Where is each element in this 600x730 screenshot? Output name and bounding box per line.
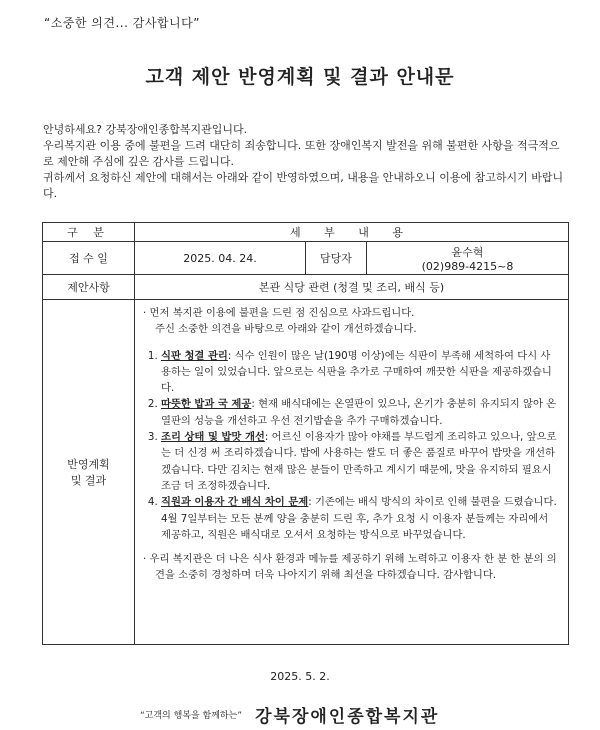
header-category: 구 분 xyxy=(43,223,135,242)
item-title: 식판 청결 관리 xyxy=(161,349,228,362)
item-title: 조리 상태 및 밥맛 개선 xyxy=(161,431,265,444)
manager-phone: (02)989-4215~8 xyxy=(421,259,514,273)
item-title: 직원과 이용자 간 배식 차이 문제 xyxy=(161,496,309,509)
footer-slogan: “고객의 행복을 함께하는” xyxy=(140,711,242,721)
proposal-label: 제안사항 xyxy=(43,275,135,300)
proposal-text: 본관 식당 관련 (청결 및 조리, 배식 등) xyxy=(135,275,569,300)
organization-name: 강북장애인종합복지관 xyxy=(255,707,440,727)
list-item xyxy=(161,494,560,543)
result-table xyxy=(42,222,569,645)
manager-name: 윤수혁 xyxy=(451,245,484,259)
intro-notice: 귀하께서 요청하신 제안에 대해서는 아래와 같이 반영하였으며, 내용을 안내하오니 이용에 참고하시기 바랍니다. xyxy=(43,171,564,200)
receipt-date: 2025. 04. 24. xyxy=(135,242,306,275)
manager-cell xyxy=(367,242,569,275)
item-body: : 현재 배식대에는 온열판이 있으나, 온기가 충분히 유지되지 않아 온열판의 성능을 개선하고 우선 전기밥솥을 추가 구매하겠습니다. xyxy=(161,398,557,427)
footer xyxy=(140,702,439,727)
opening-intro: 주신 소중한 의견을 바탕으로 아래와 같이 개선하겠습니다. xyxy=(155,323,417,336)
header-details: 세 부 내 용 xyxy=(135,223,569,242)
opening-apology: · 먼저 복지관 이용에 불편을 드린 점 진심으로 사과드립니다. xyxy=(143,307,415,319)
intro-text xyxy=(43,122,568,202)
improvement-list xyxy=(143,348,560,544)
manager-label: 담당자 xyxy=(306,242,367,275)
plan-label-line1: 반영계획 xyxy=(67,458,110,471)
list-item xyxy=(161,348,560,397)
issue-date: 2025. 5. 2. xyxy=(270,670,330,683)
page-title: 고객 제안 반영계획 및 결과 안내문 xyxy=(145,66,455,88)
intro-greeting: 안녕하세요? 강북장애인종합복지관입니다. xyxy=(43,123,248,136)
item-title: 따뜻한 밥과 국 제공 xyxy=(161,398,252,411)
item-body: : 어르신 이용자가 많아 야채를 부드럽게 조리하고 있으나, 앞으로는 더 신경 써 조리하겠습니다. 밥에 사용하는 쌀도 더 좋은 품질로 바꾸어 밥맛을 개선하겠습니다. 다만 김치는 현재 많은 분들이 만족하고 계시기 때문에, 맛을 유지하되 필요시 조금 더 조정하겠습니다. xyxy=(161,431,557,492)
list-item xyxy=(161,429,560,494)
list-item xyxy=(161,396,560,429)
item-body: : 식수 인원이 많은 날(190명 이상)에는 식판이 부족해 세척하여 다시 사용하는 일이 있었습니다. 앞으로는 식판을 추가로 구매하여 깨끗한 식판을 제공하겠습니다. xyxy=(161,349,552,395)
plan-label xyxy=(43,300,135,645)
plan-label-line2: 및 결과 xyxy=(70,474,107,487)
intro-apology: 우리복지관 이용 중에 불편을 드려 대단히 죄송합니다. 또한 장애인복지 발전을 위해 불편한 사항을 적극적으로 제안해 주심에 깊은 감사를 드립니다. xyxy=(43,139,560,168)
header-slogan: “소중한 의견... 감사합니다” xyxy=(44,16,200,30)
plan-content xyxy=(135,300,569,645)
receipt-label: 접 수 일 xyxy=(43,242,135,275)
closing-text: · 우리 복지관은 더 나은 식사 환경과 메뉴를 제공하기 위해 노력하고 이용자 한 분 한 분의 의견을 소중히 경청하며 더욱 나아지기 위해 최선을 다하겠습니다. 감사합니다. xyxy=(143,553,557,582)
item-body: : 기존에는 배식 방식의 차이로 인해 불편을 드렸습니다. 4월 7일부터는 모든 분께 양을 충분히 드린 후, 추가 요청 시 이용자 분들께는 자리에서 제공하고, 직원은 배식대로 오셔서 요청하는 방식으로 바꾸었습니다. xyxy=(161,496,557,541)
